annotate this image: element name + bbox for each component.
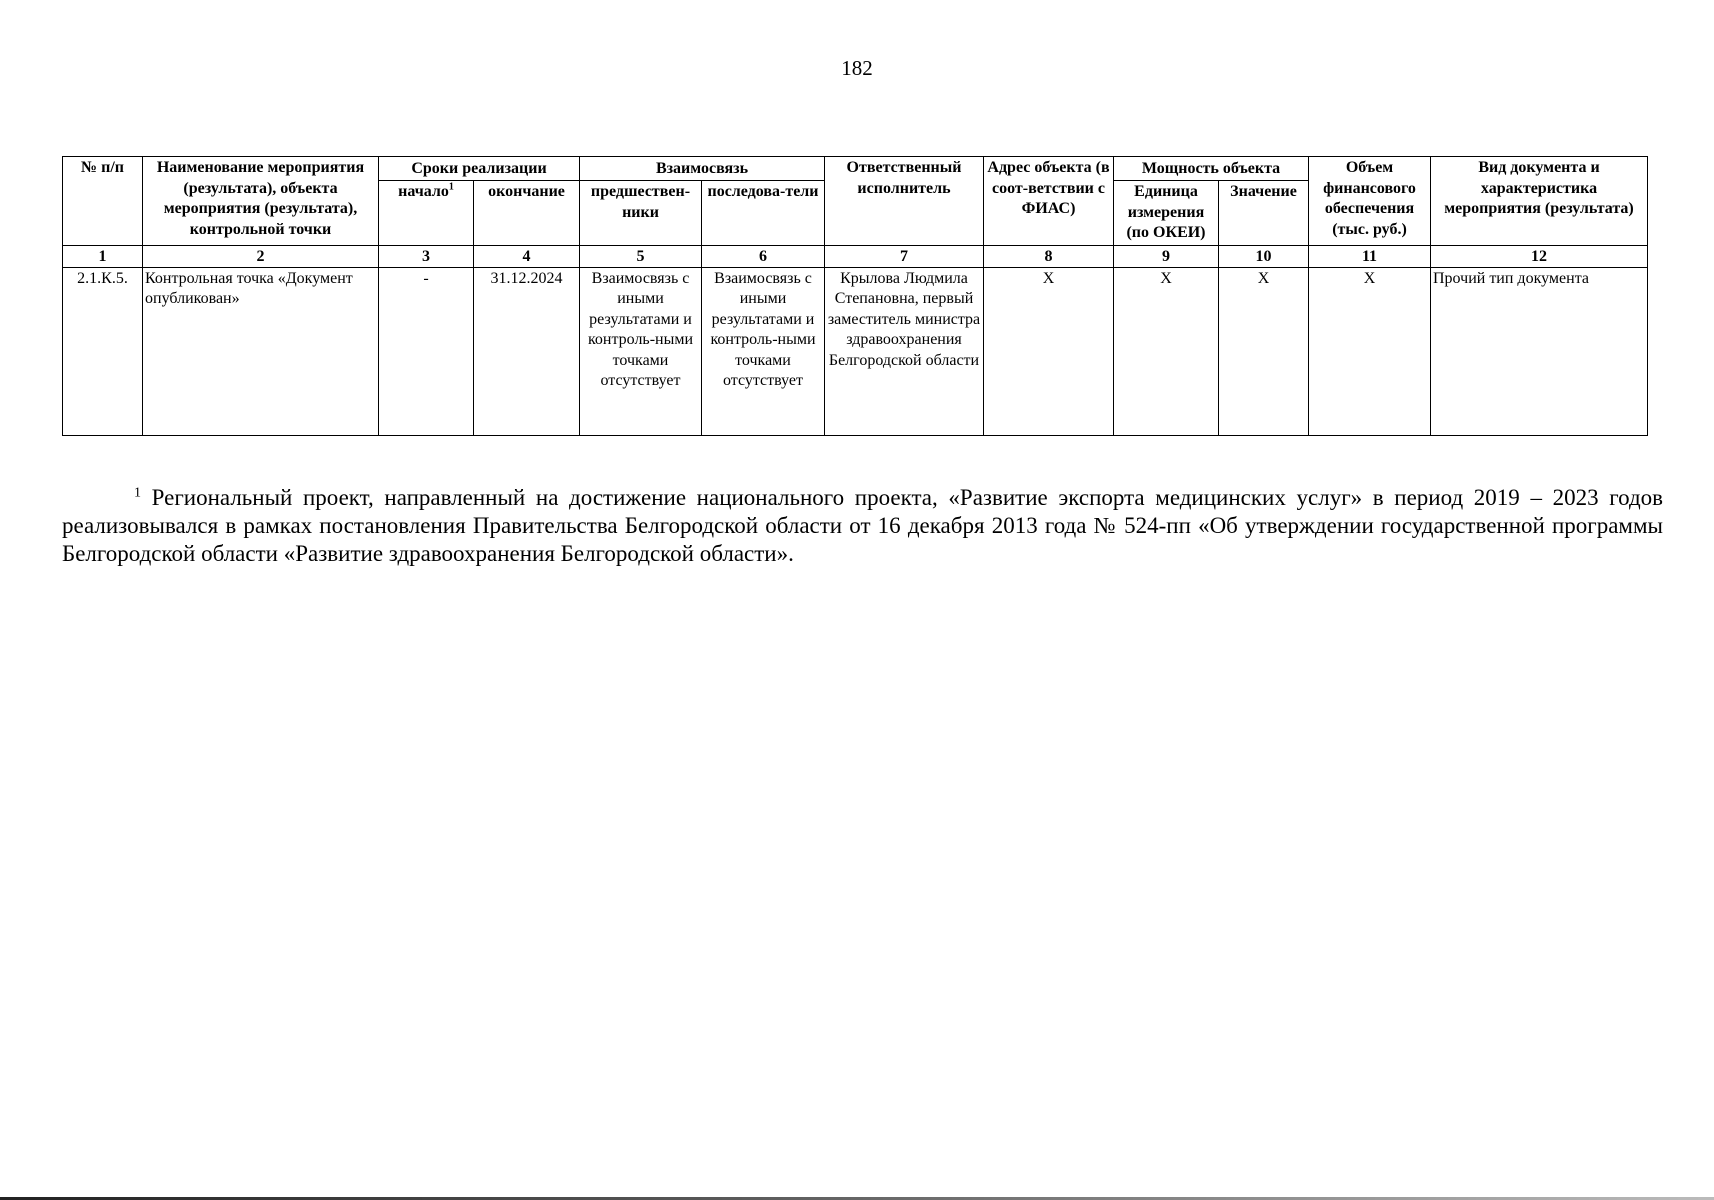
plan-table	[62, 156, 1648, 436]
column-number: 2	[143, 245, 379, 267]
cell-responsible: Крылова Людмила Степановна, первый заместитель министра здравоохранения Белгородской области	[825, 267, 984, 435]
column-number: 11	[1309, 245, 1431, 267]
header-successors: последова-тели	[702, 181, 825, 246]
header-end: окончание	[474, 181, 580, 246]
header-name: Наименование мероприятия (результата), объекта мероприятия (результата), контрольной точки	[143, 157, 379, 246]
column-number: 6	[702, 245, 825, 267]
header-value: Значение	[1219, 181, 1309, 246]
header-terms: Сроки реализации	[379, 157, 580, 181]
column-number: 9	[1114, 245, 1219, 267]
column-number-row	[63, 245, 1648, 267]
header-start	[379, 181, 474, 246]
column-number: 1	[63, 245, 143, 267]
header-address: Адрес объекта (в соот-ветствии с ФИАС)	[984, 157, 1114, 246]
header-link: Взаимосвязь	[580, 157, 825, 181]
cell-end: 31.12.2024	[474, 267, 580, 435]
table-row	[63, 267, 1648, 435]
header-responsible: Ответственный исполнитель	[825, 157, 984, 246]
cell-value: X	[1219, 267, 1309, 435]
footnote-ref: 1	[448, 181, 454, 193]
cell-unit: X	[1114, 267, 1219, 435]
column-number: 3	[379, 245, 474, 267]
column-number: 4	[474, 245, 580, 267]
cell-name: Контрольная точка «Документ опубликован»	[143, 267, 379, 435]
cell-predecessors: Взаимосвязь с иными результатами и контроль-ными точками отсутствует	[580, 267, 702, 435]
cell-address: X	[984, 267, 1114, 435]
cell-doc-type: Прочий тип документа	[1431, 267, 1648, 435]
header-doc-type: Вид документа и характеристика мероприятия (результата)	[1431, 157, 1648, 246]
column-number: 8	[984, 245, 1114, 267]
column-number: 10	[1219, 245, 1309, 267]
header-num: № п/п	[63, 157, 143, 246]
header-funding: Объем финансового обеспечения (тыс. руб.)	[1309, 157, 1431, 246]
cell-start: -	[379, 267, 474, 435]
column-number: 5	[580, 245, 702, 267]
footnote	[62, 484, 1663, 568]
column-number: 7	[825, 245, 984, 267]
header-predecessors: предшествен-ники	[580, 181, 702, 246]
page-number: 182	[841, 56, 873, 80]
cell-funding: X	[1309, 267, 1431, 435]
footnote-marker: 1	[134, 485, 141, 501]
footnote-text: Региональный проект, направленный на достижение национального проекта, «Развитие экспорта медицинских услуг» в период 2019 – 2023 годов реализовывался в рамках постановления Правительства Белгородской области от 16 декабря 2013 года № 524-пп «Об утверждении государственной программы Белгородской области «Развитие здравоохранения Белгородской области».	[62, 485, 1664, 566]
header-start-label: начало	[398, 183, 449, 200]
header-capacity: Мощность объекта	[1114, 157, 1309, 181]
cell-num: 2.1.К.5.	[63, 267, 143, 435]
header-unit: Единица измерения (по ОКЕИ)	[1114, 181, 1219, 246]
cell-successors: Взаимосвязь с иными результатами и контроль-ными точками отсутствует	[702, 267, 825, 435]
column-number: 12	[1431, 245, 1648, 267]
